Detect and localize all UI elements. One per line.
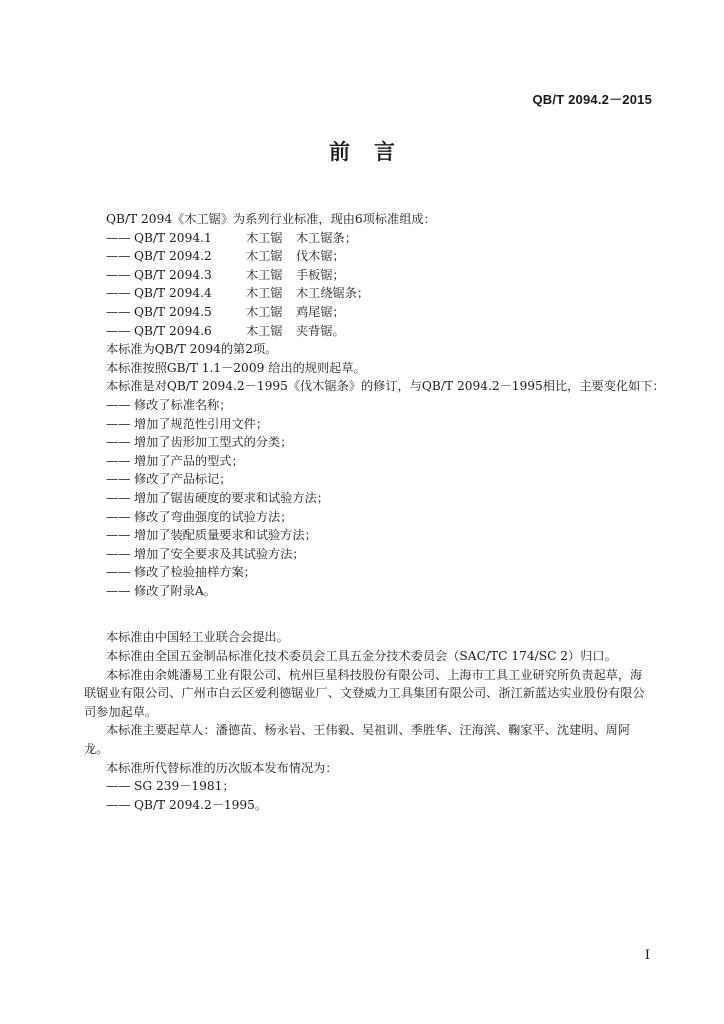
- list-item: [84, 796, 654, 815]
- dash: ——: [106, 249, 131, 264]
- list-item: [84, 415, 654, 434]
- change-text: 修改了产品标记；: [134, 472, 232, 487]
- part-name: 鸡尾锯；: [296, 304, 345, 319]
- dash: ——: [106, 583, 131, 598]
- change-text: 修改了检验抽样方案；: [134, 565, 256, 580]
- list-item: [84, 452, 654, 471]
- drafting-rule: 本标准按照GB/T 1.1－2009 给出的规则起草。: [106, 360, 366, 375]
- dash: ——: [106, 779, 131, 794]
- proposer: 本标准由中国轻工业联合会提出。: [106, 630, 289, 645]
- list-item: [84, 247, 654, 266]
- list-item: [84, 284, 654, 303]
- part-category: 木工锯: [246, 286, 283, 301]
- dash: ——: [106, 304, 131, 319]
- page-number: I: [644, 948, 650, 963]
- page-title: 前言: [329, 140, 419, 164]
- change-text: 增加了产品的型式；: [134, 453, 244, 468]
- part-name: 夹背锯。: [296, 323, 345, 338]
- list-item: [84, 303, 654, 322]
- list-item: [84, 777, 654, 796]
- list-item: [84, 563, 654, 582]
- changes-list: [84, 396, 654, 601]
- dash: ——: [106, 267, 131, 282]
- dash: ——: [106, 509, 131, 524]
- part-category: 木工锯: [246, 249, 283, 264]
- part-number: QB/T 2094.1: [134, 230, 212, 245]
- dash: ——: [106, 546, 131, 561]
- history-intro: 本标准所代替标准的历次版本发布情况为：: [106, 760, 338, 775]
- part-number: QB/T 2094.6: [134, 323, 212, 338]
- part-name: 木工绕锯条；: [296, 286, 370, 301]
- dash: ——: [106, 416, 131, 431]
- list-item: [84, 508, 654, 527]
- change-text: 修改了弯曲强度的试验方法；: [134, 509, 293, 524]
- dash: ——: [106, 565, 131, 580]
- standard-code: QB/T 2094.2－2015: [532, 92, 652, 107]
- dash: ——: [106, 286, 131, 301]
- change-text: 增加了锯齿硬度的要求和试验方法；: [134, 490, 329, 505]
- change-text: 修改了附录A。: [134, 583, 216, 598]
- part-category: 木工锯: [246, 230, 283, 245]
- part-statement: 本标准为QB/T 2094的第2项。: [106, 342, 278, 357]
- dash: ——: [106, 453, 131, 468]
- list-item: [84, 433, 654, 452]
- list-item: [84, 545, 654, 564]
- list-item: [84, 489, 654, 508]
- part-name: 木工锯条；: [296, 230, 357, 245]
- part-name: 手板锯；: [296, 267, 345, 282]
- spacer: [84, 600, 654, 628]
- list-item: [84, 470, 654, 489]
- foreword-body: [84, 210, 665, 814]
- part-category: 木工锯: [246, 304, 283, 319]
- dash: ——: [106, 472, 131, 487]
- list-item: [84, 526, 654, 545]
- part-category: 木工锯: [246, 267, 283, 282]
- drafting-units: 本标准由余姚潘易工业有限公司、杭州巨星科技股份有限公司、上海市工具工业研究所负责起草，海联锯业有限公司、广州市白云区爱利德锯业厂、文登威力工具集团有限公司、浙江新蓝达实业股份有限公司参加起草。: [84, 667, 645, 719]
- part-number: QB/T 2094.5: [134, 304, 212, 319]
- intro-line: QB/T 2094《木工锯》为系列行业标准，现由6项标准组成：: [106, 212, 436, 226]
- part-number: QB/T 2094.4: [134, 286, 212, 301]
- change-text: 增加了安全要求及其试验方法；: [134, 546, 305, 561]
- dash: ——: [106, 528, 131, 543]
- change-text: 增加了装配质量要求和试验方法；: [134, 528, 317, 543]
- change-text: 增加了规范性引用文件；: [134, 416, 269, 431]
- dash: ——: [106, 435, 131, 450]
- list-item: [84, 322, 654, 341]
- change-text: 修改了标准名称；: [134, 397, 232, 412]
- history-list: [84, 777, 654, 814]
- list-item: [84, 582, 654, 601]
- history-item: QB/T 2094.2－1995。: [134, 797, 268, 812]
- jurisdiction: 本标准由全国五金制品标准化技术委员会工具五金分技术委员会（SAC/TC 174/SC 2）归口。: [106, 649, 617, 664]
- history-item: SG 239－1981；: [134, 779, 235, 794]
- list-item: [84, 266, 654, 285]
- dash: ——: [106, 797, 131, 812]
- dash: ——: [106, 230, 131, 245]
- part-number: QB/T 2094.2: [134, 249, 212, 264]
- parts-list: [84, 229, 654, 341]
- dash: ——: [106, 397, 131, 412]
- dash: ——: [106, 323, 131, 338]
- dash: ——: [106, 490, 131, 505]
- list-item: [84, 229, 654, 248]
- revision-statement: 本标准是对QB/T 2094.2－1995《伐木锯条》的修订，与QB/T 2094.2－1995相比，主要变化如下：: [106, 379, 665, 394]
- part-number: QB/T 2094.3: [134, 267, 212, 282]
- list-item: [84, 396, 654, 415]
- part-category: 木工锯: [246, 323, 283, 338]
- change-text: 增加了齿形加工型式的分类；: [134, 435, 293, 450]
- part-name: 伐木锯；: [296, 249, 345, 264]
- drafters: 本标准主要起草人：潘德苗、杨永岩、王伟毅、吴祖训、季胜华、汪海滨、鞠家平、沈建明、周阿龙。: [84, 723, 631, 757]
